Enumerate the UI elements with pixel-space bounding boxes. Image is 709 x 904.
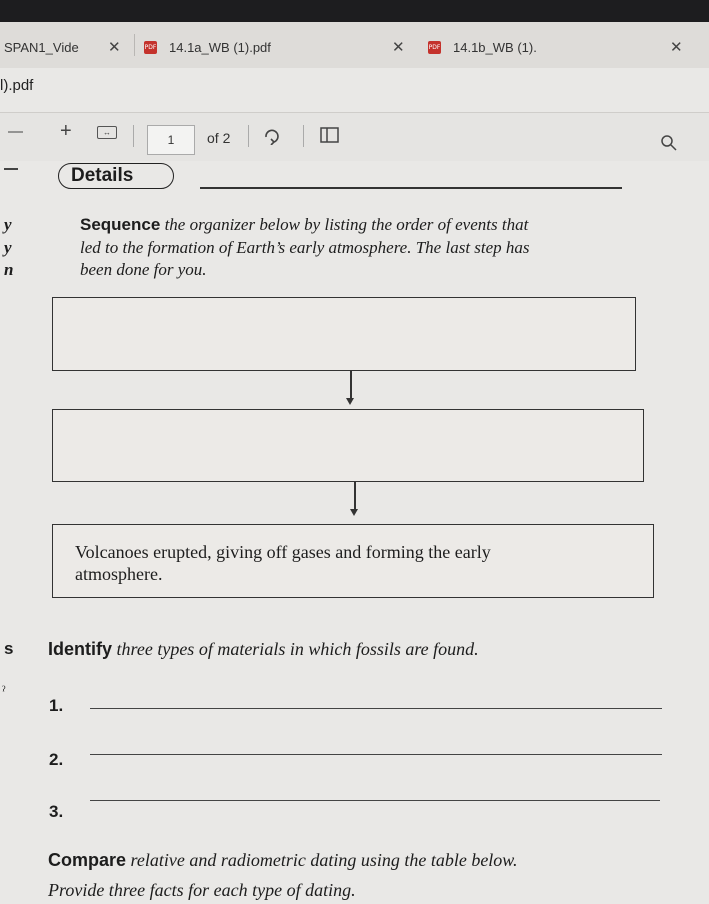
- close-icon[interactable]: ✕: [670, 39, 683, 56]
- margin-text: n: [4, 260, 14, 279]
- sequence-line: [80, 214, 528, 236]
- instruction-text: been done for you.: [80, 260, 207, 279]
- instruction-text: the organizer below by listing the order of events that: [160, 215, 529, 234]
- answer-line-1[interactable]: [90, 708, 662, 709]
- margin-text: s: [4, 639, 14, 658]
- answer-line-2[interactable]: [90, 754, 662, 755]
- tab-label: SPAN1_Vide: [4, 39, 79, 55]
- pdf-icon: PDF: [428, 41, 441, 54]
- margin-mark: ˀ: [2, 684, 6, 699]
- box-text-line: atmosphere.: [75, 564, 163, 584]
- margin-text: y: [4, 238, 12, 257]
- heading-rule: [200, 187, 622, 189]
- zoom-in-button[interactable]: +: [60, 120, 72, 142]
- tab-14-1a-wb[interactable]: [144, 34, 405, 60]
- fit-width-icon[interactable]: ↔: [97, 126, 117, 139]
- arrow-down-icon: [350, 370, 352, 400]
- toolbar-divider: [248, 125, 249, 147]
- pdf-icon: PDF: [144, 41, 157, 54]
- answer-number: 3.: [49, 802, 64, 821]
- pdf-toolbar: [0, 112, 709, 161]
- identify-keyword: Identify: [48, 639, 113, 659]
- section-heading: Details: [58, 163, 174, 189]
- answer-number: 1.: [49, 696, 64, 715]
- toolbar-divider: [133, 125, 134, 147]
- rotate-icon[interactable]: [262, 125, 282, 149]
- instruction-text: led to the formation of Earth’s early atmosphere. The last step has: [80, 238, 530, 257]
- pdf-page: [0, 160, 709, 904]
- tab-14-1b-wb[interactable]: [428, 34, 683, 60]
- arrow-down-icon: [354, 481, 356, 511]
- tab-label: 14.1b_WB (1).: [453, 39, 537, 55]
- answer-number: 2.: [49, 750, 64, 769]
- sequence-line: [80, 237, 530, 259]
- identify-question: [48, 638, 479, 660]
- compare-keyword: Compare: [48, 850, 127, 870]
- box-text: [75, 541, 491, 585]
- box-text-line: Volcanoes erupted, giving off gases and forming the early: [75, 542, 491, 562]
- sequence-keyword: Sequence: [80, 215, 161, 234]
- margin-mark: [4, 168, 18, 170]
- tab-label: 14.1a_WB (1).pdf: [169, 39, 271, 55]
- search-icon[interactable]: [660, 134, 678, 156]
- document-filename: l).pdf: [0, 77, 34, 94]
- instruction-text: relative and radiometric dating using the table below.: [126, 850, 518, 870]
- sequence-line: [80, 259, 207, 281]
- tab-divider: [134, 34, 135, 56]
- instruction-text: three types of materials in which fossils are found.: [112, 639, 479, 659]
- tab-span1-video[interactable]: [4, 34, 121, 60]
- close-icon[interactable]: ✕: [108, 39, 121, 56]
- compare-question: [48, 849, 517, 871]
- zoom-out-button[interactable]: —: [8, 123, 23, 140]
- margin-text: y: [4, 215, 12, 234]
- organizer-box-3: [52, 524, 654, 598]
- close-icon[interactable]: ✕: [392, 39, 405, 56]
- organizer-box-1[interactable]: [52, 297, 636, 371]
- compare-line-2: Provide three facts for each type of dating.: [48, 880, 356, 900]
- toolbar-divider: [303, 125, 304, 147]
- organizer-box-2[interactable]: [52, 409, 644, 482]
- page-total: of 2: [207, 130, 231, 146]
- system-top-bar: [0, 0, 709, 22]
- tab-strip: [0, 22, 709, 68]
- page-number-input[interactable]: 1: [147, 125, 195, 155]
- answer-line-3[interactable]: [90, 800, 660, 801]
- page-view-icon[interactable]: [320, 126, 340, 148]
